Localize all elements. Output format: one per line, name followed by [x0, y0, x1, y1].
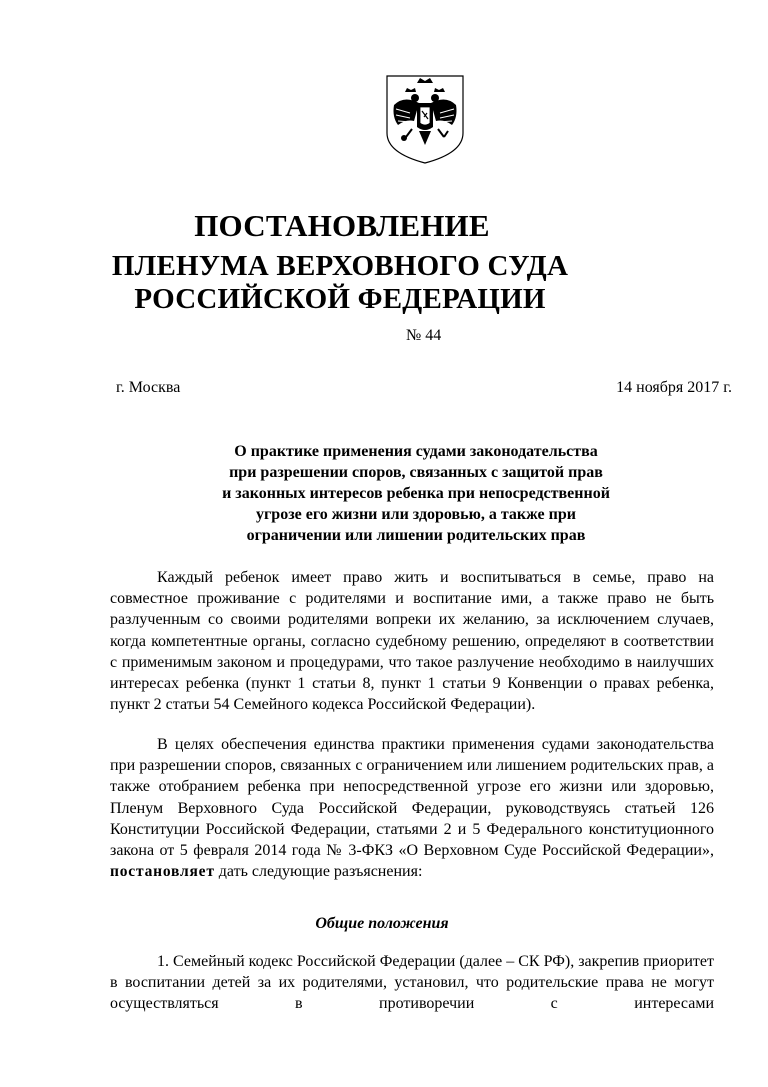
paragraph-3-block: [110, 951, 714, 1015]
paragraph-2-text: В целях обеспечения единства практики применения судами законодательства при разрешении споров, связанных с ограничением или лишением родительских прав, а также отобранием ребенка при непосредственной угрозе его жизни или здоровью, Пленум Верховного Суда Российской Федерации, руководствуясь статьей 126 Конституции Российской Федерации, статьями 2 и 5 Федерального конституционного закона от 5 февраля 2014 года № 3-ФКЗ «О Верховном Суде Российской Федерации»,: [110, 736, 714, 860]
document-date: 14 ноября 2017 г.: [616, 379, 732, 396]
subject-line: О практике применения судами законодательства: [234, 443, 598, 460]
paragraph-1: Каждый ребенок имеет право жить и воспитываться в семье, право на совместное проживание с родителями и воспитание ими, а также право не быть разлученным со своими родителями вопреки их желанию, за исключением случаев, когда компетентные органы, согласно судебному решению, определяют в соответствии с применимым законом и процедурами, что такое разлучение необходимо в наилучших интересах ребенка (пункт 1 статьи 8, пункт 1 статьи 9 Конвенции о правах ребенка, пункт 2 статьи 54 Семейного кодекса Российской Федерации).: [110, 569, 714, 714]
paragraph-1-block: [110, 567, 714, 715]
document-title: ПОСТАНОВЛЕНИЕ: [194, 208, 490, 243]
paragraph-3: 1. Семейный кодекс Российской Федерации (далее – СК РФ), закрепив приоритет в воспитании детей за их родителями, установил, что родительские права не могут осуществляться в противоречии с интересами: [110, 953, 714, 1013]
decree-word: постановляет: [110, 863, 215, 881]
coat-of-arms-emblem: [384, 73, 466, 165]
document-subject: [185, 441, 647, 546]
document-number: № 44: [406, 327, 442, 344]
subject-line: и законных интересов ребенка при непосредственной: [222, 485, 610, 502]
paragraph-2-ending: дать следующие разъяснения:: [218, 863, 423, 881]
paragraph-2-block: [110, 734, 714, 882]
subject-line: угрозе его жизни или здоровью, а также при: [256, 506, 576, 523]
issuer-line-2: РОССИЙСКОЙ ФЕДЕРАЦИИ: [134, 283, 546, 315]
issuer-line-1: ПЛЕНУМА ВЕРХОВНОГО СУДА: [111, 250, 569, 282]
paragraph-2: [110, 734, 714, 882]
subject-line: ограничении или лишении родительских прав: [246, 527, 586, 544]
section-heading: Общие положения: [315, 915, 449, 932]
subject-line: при разрешении споров, связанных с защитой прав: [229, 464, 603, 481]
document-city: г. Москва: [116, 379, 181, 396]
